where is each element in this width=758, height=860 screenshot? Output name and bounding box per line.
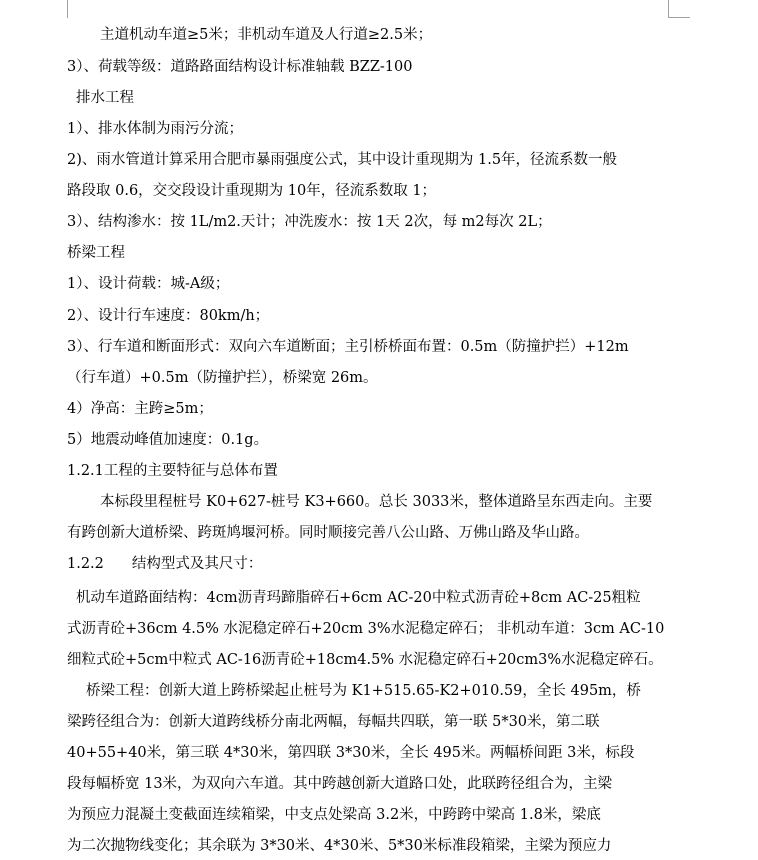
text-line: 本标段里程桩号 K0+627-桩号 K3+660。总长 3033米，整体道路呈东西走向。主要 (100, 494, 653, 510)
text-line: 3）、结构渗水：按 1L/m2.天计；冲洗废水：按 1天 2次，每 m2每次 2L； (67, 214, 552, 230)
text-line: 2）、设计行车速度：80km/h； (67, 308, 270, 324)
text-line: 1）、设计荷载：城-A级； (67, 276, 230, 292)
text-line: （行车道）+0.5m（防撞护拦），桥梁宽 26m。 (67, 370, 378, 386)
section-number: 1.2.2 (67, 556, 104, 572)
text-line: 机动车道路面结构：4cm沥青玛蹄脂碎石+6cm AC-20中粒式沥青砼+8cm AC-25粗粒 (76, 590, 641, 606)
crop-mark-top-right-horizontal (668, 17, 690, 18)
text-line: 有跨创新大道桥梁、跨斑鸠堰河桥。同时顺接完善八公山路、万佛山路及华山路。 (67, 525, 589, 541)
text-line: 为二次抛物线变化；其余联为 3*30米、4*30米、5*30米标准段箱梁，主梁为预应力 (67, 838, 612, 854)
text-line: 桥梁工程：创新大道上跨桥梁起止桩号为 K1+515.65-K2+010.59，全长 495m，桥 (86, 683, 641, 699)
text-line: 1）、排水体制为雨污分流； (67, 121, 243, 137)
text-line: 主道机动车道≥5米；非机动车道及人行道≥2.5米； (100, 27, 433, 43)
section-heading: 排水工程 (76, 90, 134, 106)
text-line: 3）、荷载等级：道路路面结构设计标准轴载 BZZ-100 (67, 59, 413, 75)
text-line: 2)、雨水管道计算采用合肥市暴雨强度公式，其中设计重现期为 1.5年，径流系数一般 (67, 152, 618, 168)
section-title: 结构型式及其尺寸： (131, 556, 263, 572)
crop-mark-top-right (668, 0, 669, 18)
section-heading: 1.2.1工程的主要特征与总体布置 (67, 463, 278, 479)
crop-mark-top-left (67, 0, 68, 18)
text-line: 4）净高：主跨≥5m； (67, 401, 213, 417)
text-line: 为预应力混凝土变截面连续箱梁，中支点处梁高 3.2米，中跨跨中梁高 1.8米，梁底 (67, 807, 601, 823)
text-line: 3）、行车道和断面形式：双向六车道断面；主引桥桥面布置：0.5m（防撞护拦）+12m (67, 339, 629, 355)
text-line: 式沥青砼+36cm 4.5% 水泥稳定碎石+20cm 3%水泥稳定碎石； 非机动车道：3cm AC-10 (67, 621, 665, 637)
text-line: 40+55+40米，第三联 4*30米，第四联 3*30米，全长 495米。两幅桥间距 3米，标段 (67, 745, 635, 761)
section-heading (67, 554, 262, 574)
text-line: 5）地震动峰值加速度：0.1g。 (67, 432, 269, 448)
text-line: 路段取 0.6，交交段设计重现期为 10年，径流系数取 1； (67, 183, 437, 199)
section-heading: 桥梁工程 (67, 245, 125, 261)
text-line: 梁跨径组合为：创新大道跨线桥分南北两幅，每幅共四联，第一联 5*30米，第二联 (67, 714, 600, 730)
text-line: 段每幅桥宽 13米，为双向六车道。其中跨越创新大道路口处，此联跨径组合为，主梁 (67, 776, 613, 792)
text-line: 细粒式砼+5cm中粒式 AC-16沥青砼+18cm4.5% 水泥稳定碎石+20cm3%水泥稳定碎石。 (67, 652, 663, 668)
